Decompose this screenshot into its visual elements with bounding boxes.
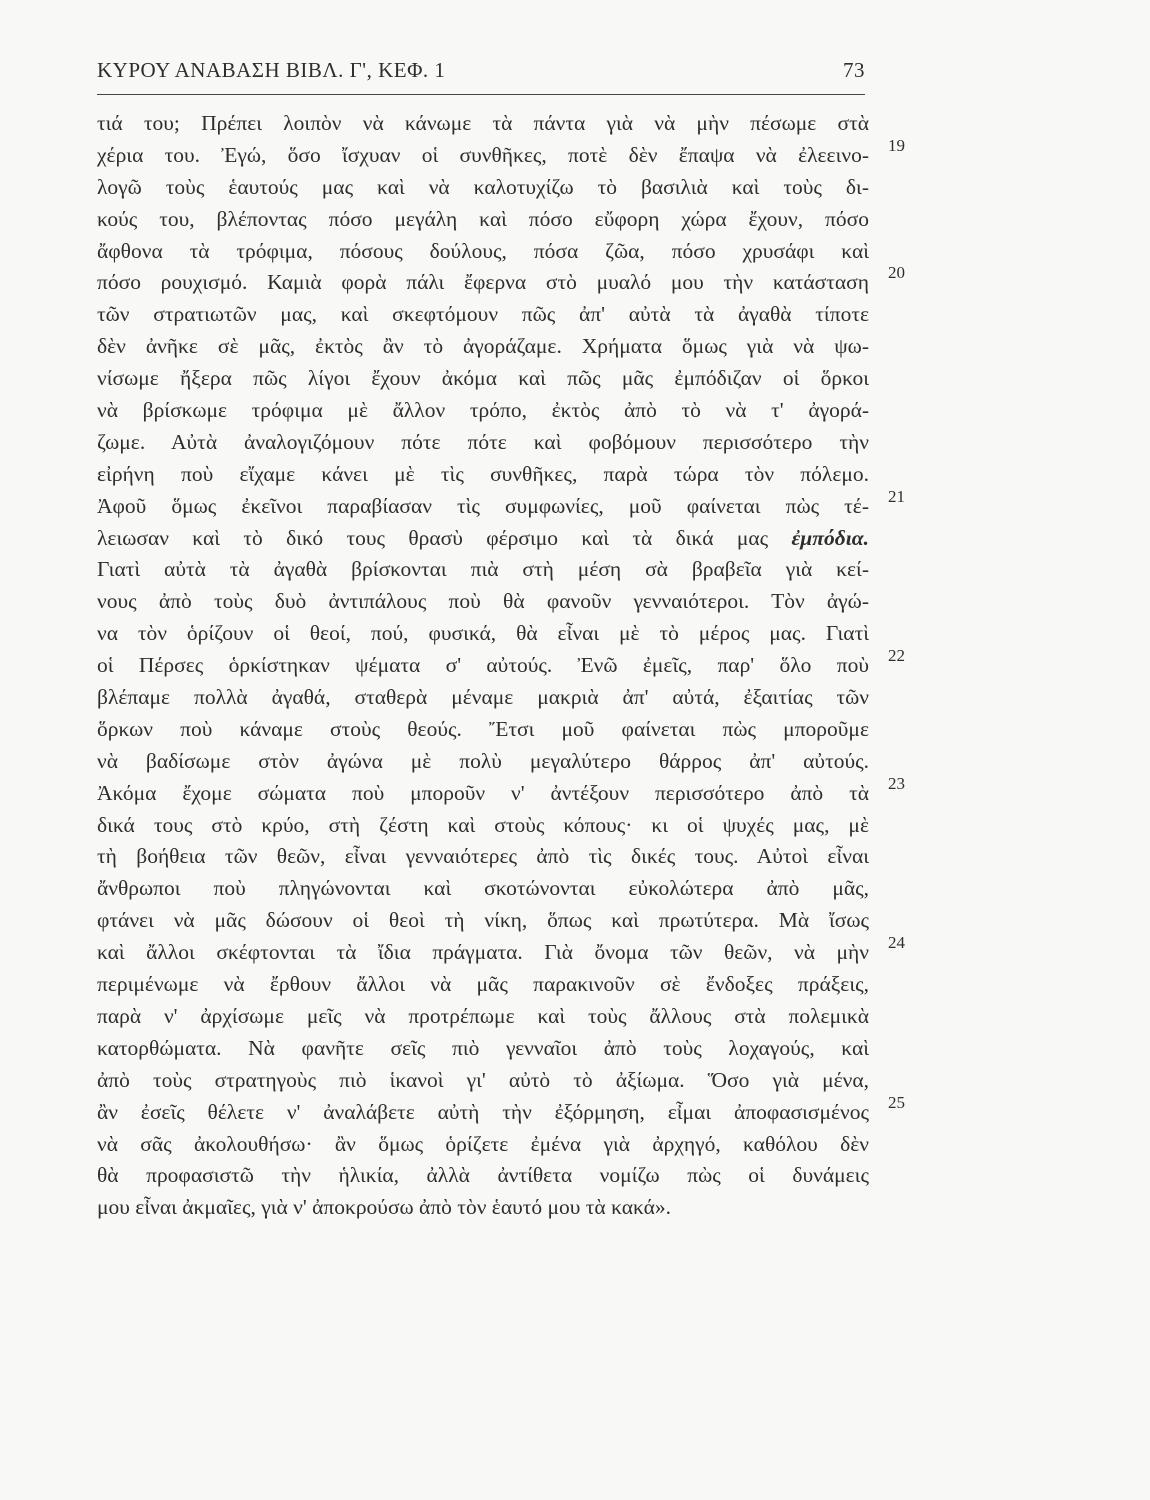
text-line — [97, 646, 905, 682]
text-line — [97, 1160, 869, 1192]
line-text: ὅρκων ποὺ κάναμε στοὺς θεούς. Ἔτσι μοῦ φαίνεται πὼς μποροῦμε — [97, 716, 869, 741]
text-line — [97, 395, 869, 427]
line-text: λειωσαν καὶ τὸ δικό τους θρασὺ φέρσιμο καὶ τὰ δικά μας — [97, 525, 769, 550]
line-text: κατορθώματα. Νὰ φανῆτε σεῖς πιὸ γενναῖοι ἀπὸ τοὺς λοχαγούς, καὶ — [97, 1035, 869, 1060]
text-line — [97, 486, 905, 523]
text-line — [97, 969, 869, 1001]
text-line — [97, 363, 869, 395]
line-text: θὰ προφασιστῶ τὴν ἡλικία, ἀλλὰ ἀντίθετα νομίζω πὼς οἱ δυνάμεις — [97, 1163, 869, 1188]
line-text: ἄνθρωποι ποὺ πληγώνονται καὶ σκοτώνονται εὐκολώτερα ἀπὸ μᾶς, — [97, 876, 869, 901]
text-line — [97, 618, 869, 650]
line-text: δὲν ἀνῆκε σὲ μᾶς, ἐκτὸς ἂν τὸ ἀγοράζαμε. Χρήματα ὅμως γιὰ νὰ ψω- — [97, 334, 869, 359]
line-text: τὴ βοήθεια τῶν θεῶν, εἶναι γενναιότερες ἀπὸ τὶς δικές τους. Αὐτοὶ εἶναι — [97, 844, 869, 869]
line-text: να τὸν ὁρίζουν οἱ θεοί, πού, φυσικά, θὰ εἶναι μὲ τὸ μέρος μας. Γιατὶ — [97, 621, 869, 646]
line-text: ἄφθονα τὰ τρόφιμα, πόσους δούλους, πόσα ζῶα, πόσο χρυσάφι καὶ — [97, 238, 869, 263]
text-line — [97, 841, 869, 873]
section-number: 19 — [888, 135, 905, 155]
line-text: νίσωμε ἤξερα πῶς λίγοι ἔχουν ἀκόμα καὶ πῶς μᾶς ἐμπόδιζαν οἱ ὅρκοι — [97, 366, 869, 391]
text-line — [97, 523, 869, 555]
text-line — [97, 1192, 869, 1224]
text-line — [97, 1001, 869, 1033]
section-number: 22 — [888, 646, 905, 666]
text-line — [97, 1129, 869, 1161]
line-text: Ἀκόμα ἔχομε σώματα ποὺ μποροῦν ν' ἀντέξουν περισσότερο ἀπὸ τὰ — [97, 780, 869, 805]
line-text: πόσο ρουχισμό. Καμιὰ φορὰ πάλι ἔφερνα στὸ μυαλό μου τὴν κατάσταση — [97, 270, 869, 295]
line-text: Ἀφοῦ ὅμως ἐκεῖνοι παραβίασαν τὶς συμφωνίες, μοῦ φαίνεται πὼς τέ- — [97, 493, 869, 518]
text-line — [97, 331, 869, 363]
line-text: μου εἶναι ἀκμαῖες, γιὰ ν' ἀποκρούσω ἀπὸ τὸν ἑαυτό μου τὰ κακά». — [97, 1195, 672, 1220]
line-text: φτάνει νὰ μᾶς δώσουν οἱ θεοὶ τὴ νίκη, ὅπως καὶ πρωτύτερα. Μὰ ἴσως — [97, 908, 869, 933]
text-line — [97, 263, 905, 299]
section-number: 25 — [888, 1092, 905, 1112]
text-line — [97, 427, 869, 459]
text-line — [97, 714, 869, 746]
text-line — [97, 554, 869, 586]
line-text: ζωμε. Αὐτὰ ἀναλογιζόμουν πότε πότε καὶ φοβόμουν περισσότερο τὴν — [97, 429, 869, 454]
line-text: καὶ ἄλλοι σκέφτονται τὰ ἴδια πράγματα. Γιὰ ὄνομα τῶν θεῶν, νὰ μὴν — [97, 940, 869, 965]
line-text: ἀπὸ τοὺς στρατηγοὺς πιὸ ἱκανοὶ γι' αὐτὸ τὸ ἀξίωμα. Ὅσο γιὰ μένα, — [97, 1067, 869, 1092]
line-text: οἱ Πέρσες ὁρκίστηκαν ψέματα σ' αὐτούς. Ἐνῶ ἐμεῖς, παρ' ὅλο ποὺ — [97, 653, 869, 678]
text-line — [97, 204, 869, 236]
line-text: τῶν στρατιωτῶν μας, καὶ σκεφτόμουν πῶς ἀπ' αὐτὰ τὰ ἀγαθὰ τίποτε — [97, 302, 869, 327]
text-line — [97, 172, 869, 204]
body-text — [97, 108, 905, 1224]
line-text: λογῶ τοὺς ἑαυτούς μας καὶ νὰ καλοτυχίζω τὸ βασιλιὰ καὶ τοὺς δι- — [97, 174, 869, 199]
text-line — [97, 810, 869, 842]
header-title: ΚΥΡΟΥ ΑΝΑΒΑΣΗ ΒΙΒΛ. Γ', ΚΕΦ. 1 — [97, 58, 446, 82]
line-text: τιά του; Πρέπει λοιπὸν νὰ κάνωμε τὰ πάντα γιὰ νὰ μὴν πέσωμε στὰ — [97, 111, 869, 135]
text-line — [97, 773, 905, 810]
line-text: βλέπαμε πολλὰ ἀγαθά, σταθερὰ μέναμε μακριὰ ἀπ' αὐτά, ἐξαιτίας τῶν — [97, 685, 869, 710]
text-line — [97, 905, 869, 937]
text-line — [97, 236, 869, 268]
running-header — [97, 58, 865, 86]
section-number: 24 — [888, 933, 905, 953]
text-line — [97, 1033, 869, 1065]
text-line — [97, 459, 869, 491]
line-text: νους ἀπὸ τοὺς δυὸ ἀντιπάλους ποὺ θὰ φανοῦν γενναιότεροι. Τὸν ἀγώ- — [97, 589, 869, 614]
text-line — [97, 108, 869, 140]
line-text: ἂν ἐσεῖς θέλετε ν' ἀναλάβετε αὐτὴ τὴν ἐξόρμηση, εἶμαι ἀποφασισμένος — [97, 1099, 869, 1124]
section-number: 21 — [888, 486, 905, 506]
section-number: 23 — [888, 773, 905, 793]
text-line — [97, 1092, 905, 1129]
line-text: περιμένωμε νὰ ἔρθουν ἄλλοι νὰ μᾶς παρακινοῦν σὲ ἔνδοξες πράξεις, — [97, 972, 869, 997]
line-text: εἰρήνη ποὺ εἴχαμε κάνει μὲ τὶς συνθῆκες, παρὰ τώρα τὸν πόλεμο. — [97, 461, 869, 486]
line-text: χέρια του. Ἐγώ, ὅσο ἴσχυαν οἱ συνθῆκες, ποτὲ δὲν ἔπαψα νὰ ἐλεεινο- — [97, 142, 869, 167]
header-rule — [97, 94, 865, 95]
line-text: Γιατὶ αὐτὰ τὰ ἀγαθὰ βρίσκονται πιὰ στὴ μέση σὰ βραβεῖα γιὰ κεί- — [97, 557, 869, 582]
text-line — [97, 135, 905, 172]
line-text: παρὰ ν' ἀρχίσωμε μεῖς νὰ προτρέπωμε καὶ τοὺς ἄλλους στὰ πολεμικὰ — [97, 1003, 869, 1028]
line-text: νὰ βαδίσωμε στὸν ἀγώνα μὲ πολὺ μεγαλύτερο θάρρος ἀπ' αὐτούς. — [97, 748, 869, 773]
text-line — [97, 1065, 869, 1097]
text-line — [97, 873, 869, 905]
line-text: κούς του, βλέποντας πόσο μεγάλη καὶ πόσο εὔφορη χώρα ἔχουν, πόσο — [97, 206, 869, 231]
line-text: νὰ βρίσκωμε τρόφιμα μὲ ἄλλον τρόπο, ἐκτὸς ἀπὸ τὸ νὰ τ' ἀγορά- — [97, 398, 869, 423]
text-line — [97, 933, 905, 969]
text-line — [97, 586, 869, 618]
text-line — [97, 746, 869, 778]
emphasized-word: ἐμπόδια. — [791, 525, 869, 550]
line-text: νὰ σᾶς ἀκολουθήσω· ἂν ὅμως ὁρίζετε ἐμένα γιὰ ἀρχηγό, καθόλου δὲν — [97, 1131, 869, 1156]
text-line — [97, 299, 869, 331]
page-number: 73 — [843, 58, 865, 82]
section-number: 20 — [888, 263, 905, 283]
line-text: δικά τους στὸ κρύο, στὴ ζέστη καὶ στοὺς κόπους· κι οἱ ψυχές μας, μὲ — [97, 812, 869, 837]
text-line — [97, 682, 869, 714]
